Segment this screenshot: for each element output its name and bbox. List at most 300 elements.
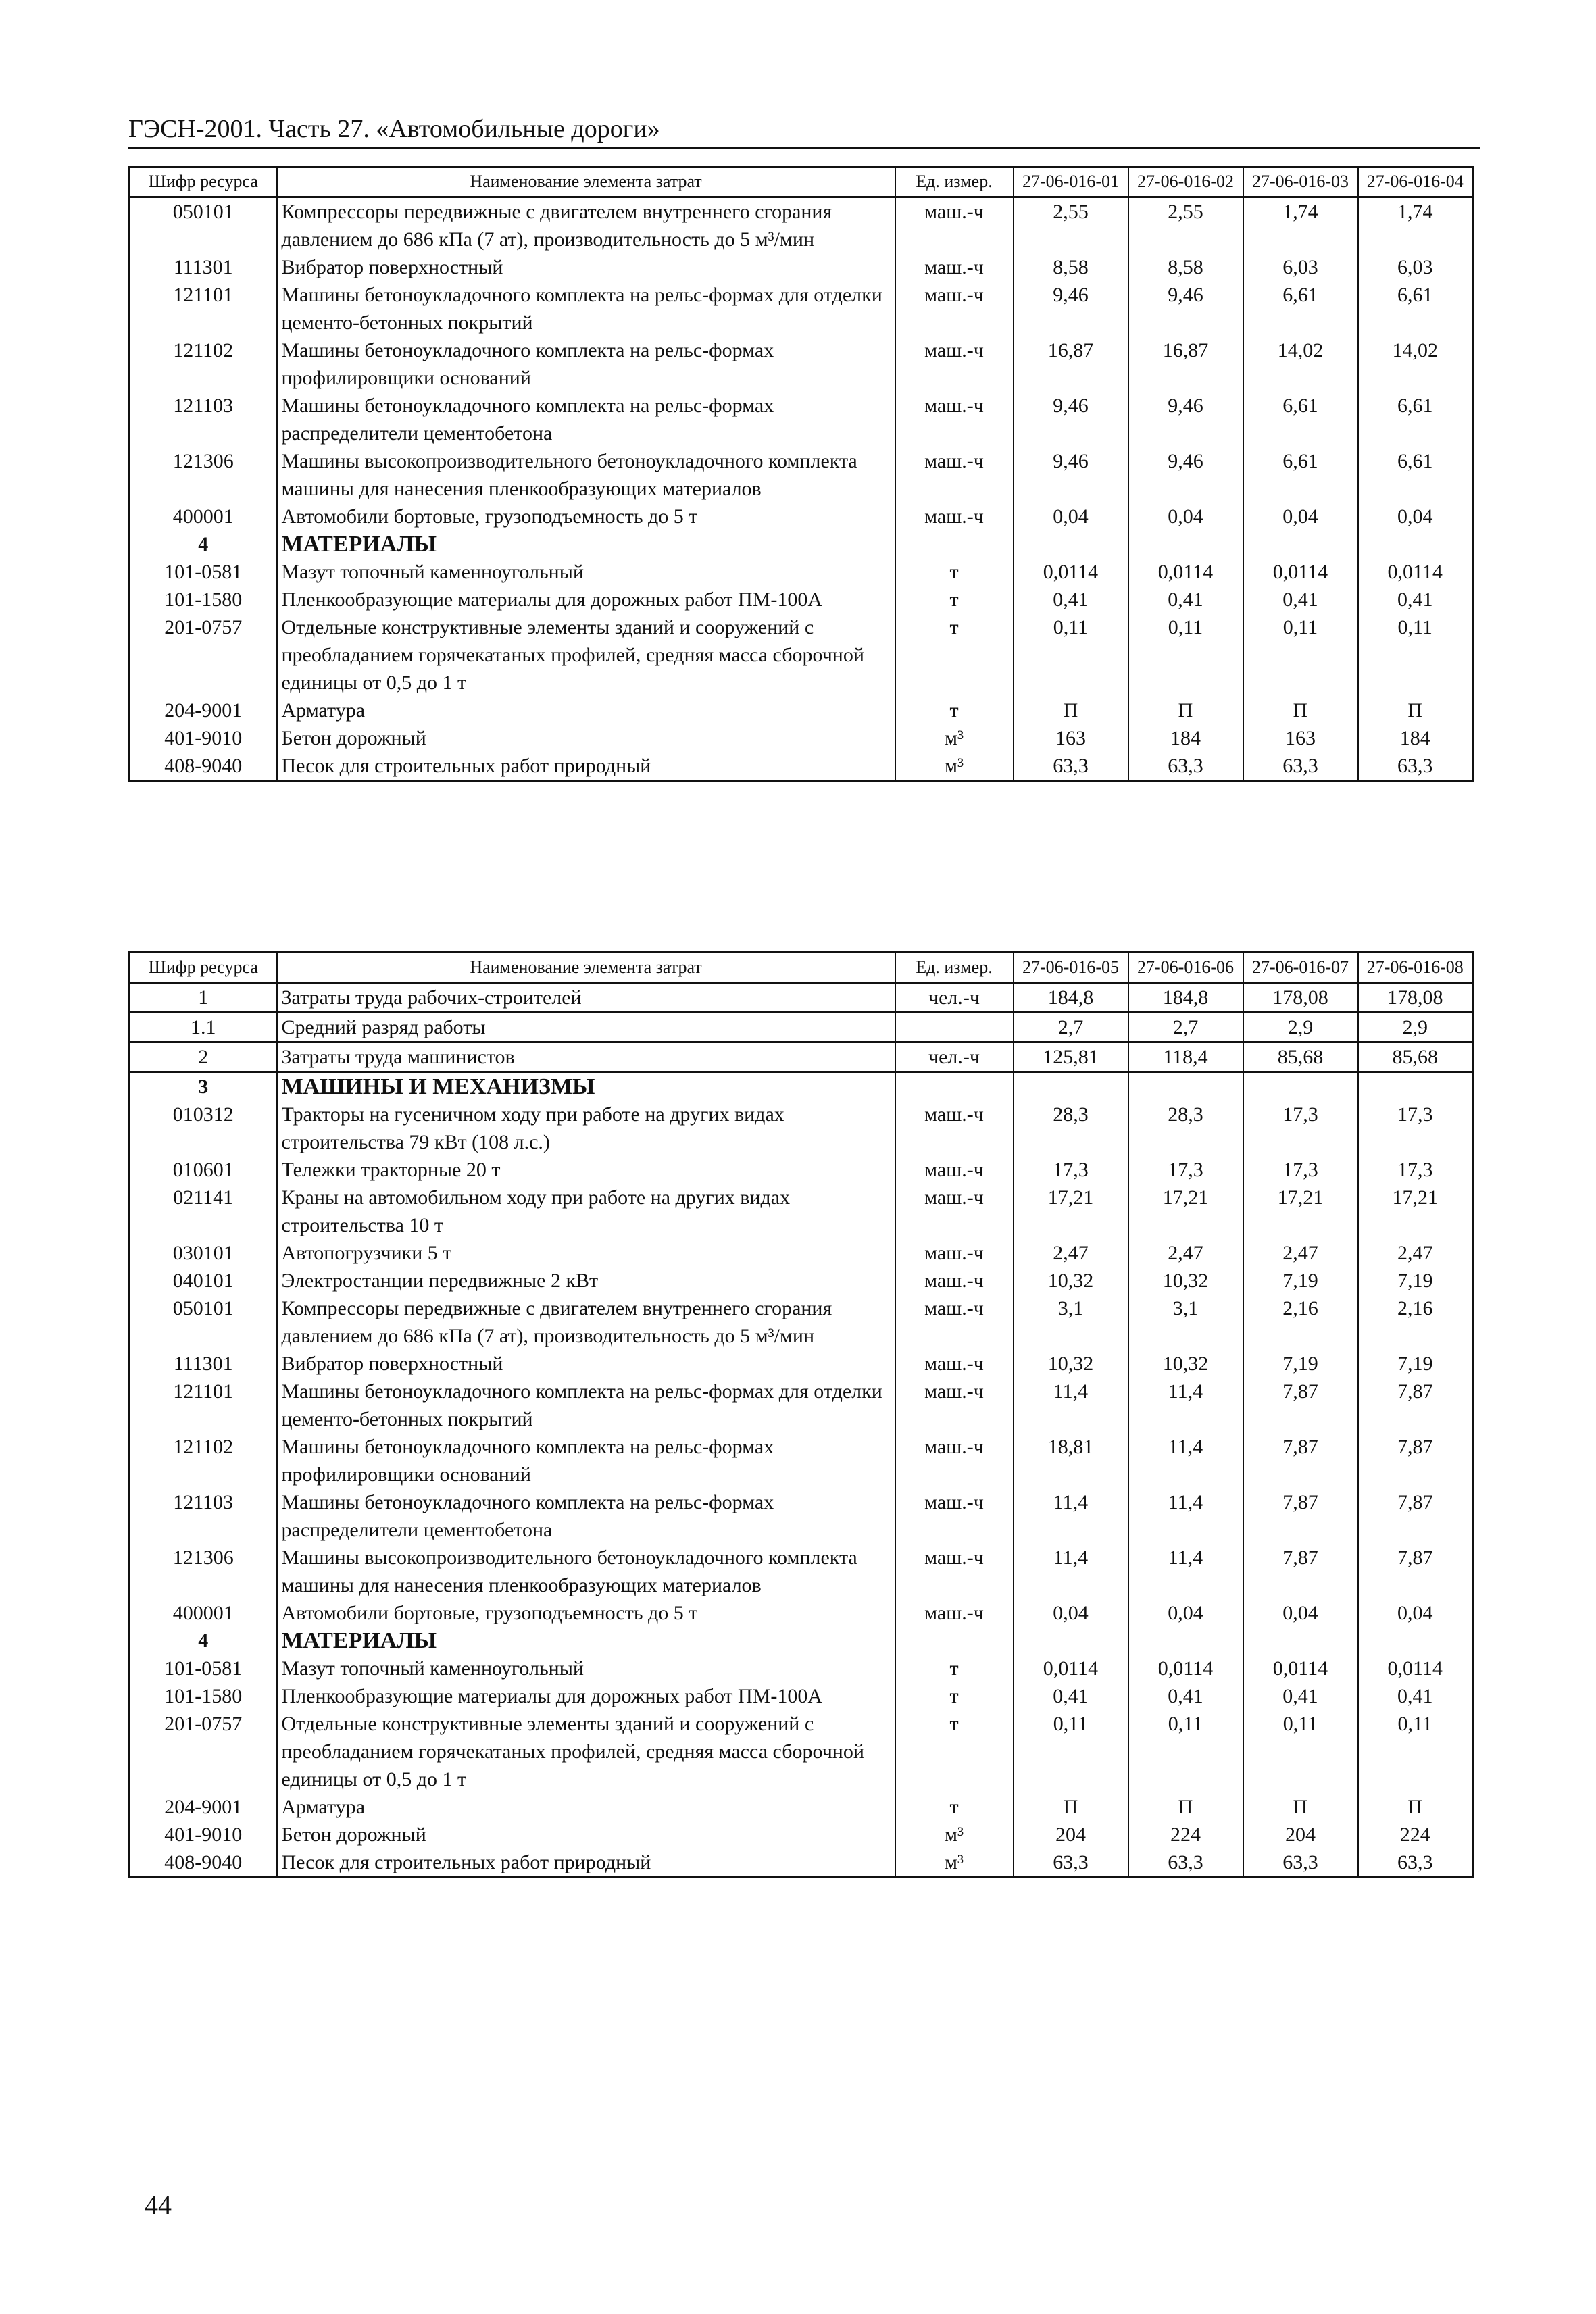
section-row: [130, 530, 1473, 558]
resource-code: 408-9040: [130, 1848, 277, 1878]
cost-element-name: Автомобили бортовые, грузоподъемность до 5 т: [277, 1599, 895, 1627]
table-row: [130, 281, 1473, 336]
cost-element-name: Затраты труда рабочих-строителей: [277, 983, 895, 1013]
cost-element-name: Машины бетоноукладочного комплекта на рельс-формах профилировщики оснований: [277, 336, 895, 392]
norm-value-1: 204: [1014, 1821, 1128, 1848]
norm-value-1: 9,46: [1014, 281, 1128, 336]
resource-code: 204-9001: [130, 697, 277, 724]
unit-of-measure: маш.-ч: [895, 1184, 1014, 1239]
norm-value-1: 184,8: [1014, 983, 1128, 1013]
norm-value-2: 10,32: [1128, 1350, 1243, 1378]
unit-of-measure: маш.-ч: [895, 253, 1014, 281]
norm-value-3: 1,74: [1243, 197, 1358, 254]
resource-code: 010312: [130, 1101, 277, 1156]
norm-value-1: 2,47: [1014, 1239, 1128, 1267]
cost-element-name: Тележки тракторные 20 т: [277, 1156, 895, 1184]
cost-element-name: МАТЕРИАЛЫ: [277, 530, 895, 558]
header-code: Шифр ресурса: [130, 167, 277, 197]
norm-value-2: 17,3: [1128, 1156, 1243, 1184]
norm-value-2: 9,46: [1128, 281, 1243, 336]
cost-element-name: Пленкообразующие материалы для дорожных работ ПМ-100А: [277, 1682, 895, 1710]
norm-value-4: 7,87: [1358, 1488, 1473, 1544]
norm-value-3: 163: [1243, 724, 1358, 752]
table-row: [130, 1184, 1473, 1239]
norm-value-4: 7,19: [1358, 1350, 1473, 1378]
norm-value-3: 0,41: [1243, 586, 1358, 613]
norm-value-4: 0,41: [1358, 1682, 1473, 1710]
norm-value-1: 16,87: [1014, 336, 1128, 392]
table-row: [130, 447, 1473, 503]
unit-of-measure: м³: [895, 1848, 1014, 1878]
header-col-3: 27-06-016-07: [1243, 953, 1358, 983]
norm-value-4: 14,02: [1358, 336, 1473, 392]
norm-value-2: П: [1128, 1793, 1243, 1821]
table-header-row: [130, 953, 1473, 983]
unit-of-measure: м³: [895, 724, 1014, 752]
resource-code: 400001: [130, 1599, 277, 1627]
norm-value-3: 17,21: [1243, 1184, 1358, 1239]
norm-value-2: 118,4: [1128, 1042, 1243, 1072]
table-row: [130, 1013, 1473, 1042]
norm-value-3: П: [1243, 697, 1358, 724]
cost-element-name: Компрессоры передвижные с двигателем внутреннего сгорания давлением до 686 кПа (7 ат), производительность до 5 м³/мин: [277, 1294, 895, 1350]
norm-value-1: 2,55: [1014, 197, 1128, 254]
norm-value-4: 63,3: [1358, 1848, 1473, 1878]
norm-value-2: 11,4: [1128, 1433, 1243, 1488]
cost-element-name: Машины бетоноукладочного комплекта на рельс-формах для отделки цементо-бетонных покрытий: [277, 281, 895, 336]
unit-of-measure: т: [895, 1710, 1014, 1793]
table-row: [130, 1488, 1473, 1544]
norm-value-1: 11,4: [1014, 1488, 1128, 1544]
resource-code: 050101: [130, 1294, 277, 1350]
norm-value-3: П: [1243, 1793, 1358, 1821]
norm-value-1: 0,04: [1014, 503, 1128, 530]
unit-of-measure: т: [895, 586, 1014, 613]
resource-code: 121103: [130, 1488, 277, 1544]
norm-value-2: 0,0114: [1128, 558, 1243, 586]
resource-code: 1.1: [130, 1013, 277, 1042]
unit-of-measure: маш.-ч: [895, 1350, 1014, 1378]
resource-code: 201-0757: [130, 613, 277, 697]
section-row: [130, 1627, 1473, 1655]
header-col-1: 27-06-016-05: [1014, 953, 1128, 983]
norm-value-2: 17,21: [1128, 1184, 1243, 1239]
table-row: [130, 1710, 1473, 1793]
resource-code: 121103: [130, 392, 277, 447]
norm-value-4: 0,41: [1358, 586, 1473, 613]
cost-element-name: Средний разряд работы: [277, 1013, 895, 1042]
page-number: 44: [145, 2190, 172, 2220]
section-row: [130, 1072, 1473, 1101]
norm-value-3: 14,02: [1243, 336, 1358, 392]
resource-code: 121101: [130, 281, 277, 336]
norm-value-4: 0,11: [1358, 1710, 1473, 1793]
norm-value-2: 11,4: [1128, 1378, 1243, 1433]
unit-of-measure: т: [895, 697, 1014, 724]
header-code: Шифр ресурса: [130, 953, 277, 983]
resource-code: 408-9040: [130, 752, 277, 781]
table-row: [130, 724, 1473, 752]
cost-element-name: Машины высокопроизводительного бетоноукладочного комплекта машины для нанесения пленкообразующих материалов: [277, 447, 895, 503]
unit-of-measure: [895, 1072, 1014, 1101]
norm-value-3: 0,11: [1243, 1710, 1358, 1793]
resource-code: 111301: [130, 1350, 277, 1378]
header-col-3: 27-06-016-03: [1243, 167, 1358, 197]
norm-value-2: 184,8: [1128, 983, 1243, 1013]
table-row: [130, 1156, 1473, 1184]
norm-value-3: [1243, 1072, 1358, 1101]
table-row: [130, 983, 1473, 1013]
norm-value-2: 0,41: [1128, 1682, 1243, 1710]
cost-element-name: Краны на автомобильном ходу при работе на других видах строительства 10 т: [277, 1184, 895, 1239]
table-row: [130, 1101, 1473, 1156]
norm-value-4: 0,0114: [1358, 1655, 1473, 1682]
norm-value-3: 7,87: [1243, 1378, 1358, 1433]
cost-element-name: Автомобили бортовые, грузоподъемность до 5 т: [277, 503, 895, 530]
cost-element-name: Машины бетоноукладочного комплекта на рельс-формах распределители цементобетона: [277, 392, 895, 447]
resource-code: 111301: [130, 253, 277, 281]
norm-value-3: 2,47: [1243, 1239, 1358, 1267]
table-row: [130, 1655, 1473, 1682]
table-header-row: [130, 167, 1473, 197]
norm-value-3: 7,87: [1243, 1488, 1358, 1544]
cost-element-name: Отдельные конструктивные элементы зданий и сооружений с преобладанием горячекатаных профилей, средняя масса сборочной единицы от 0,5 до 1 т: [277, 1710, 895, 1793]
cost-element-name: Вибратор поверхностный: [277, 253, 895, 281]
cost-element-name: Арматура: [277, 1793, 895, 1821]
cost-element-name: Мазут топочный каменноугольный: [277, 1655, 895, 1682]
unit-of-measure: маш.-ч: [895, 281, 1014, 336]
norm-value-4: 7,87: [1358, 1378, 1473, 1433]
cost-element-name: Тракторы на гусеничном ходу при работе на других видах строительства 79 кВт (108 л.с.): [277, 1101, 895, 1156]
cost-element-name: Затраты труда машинистов: [277, 1042, 895, 1072]
norm-value-3: 17,3: [1243, 1101, 1358, 1156]
norm-value-4: 2,47: [1358, 1239, 1473, 1267]
norm-value-3: 6,61: [1243, 281, 1358, 336]
norm-value-3: 0,0114: [1243, 1655, 1358, 1682]
norm-value-1: 18,81: [1014, 1433, 1128, 1488]
unit-of-measure: т: [895, 1793, 1014, 1821]
norm-value-3: 63,3: [1243, 1848, 1358, 1878]
norm-value-2: 184: [1128, 724, 1243, 752]
page-header: ГЭСН-2001. Часть 27. «Автомобильные дороги»: [128, 114, 1480, 149]
resource-code: 040101: [130, 1267, 277, 1294]
norm-value-3: [1243, 530, 1358, 558]
norm-value-3: 85,68: [1243, 1042, 1358, 1072]
table-row: [130, 1848, 1473, 1878]
resource-code: 101-0581: [130, 1655, 277, 1682]
norm-value-2: 3,1: [1128, 1294, 1243, 1350]
resource-code: 010601: [130, 1156, 277, 1184]
cost-element-name: МАШИНЫ И МЕХАНИЗМЫ: [277, 1072, 895, 1101]
norm-value-4: 0,04: [1358, 1599, 1473, 1627]
norm-value-3: 7,87: [1243, 1544, 1358, 1599]
unit-of-measure: т: [895, 558, 1014, 586]
norm-value-2: 63,3: [1128, 1848, 1243, 1878]
unit-of-measure: маш.-ч: [895, 1433, 1014, 1488]
norm-value-4: 0,04: [1358, 503, 1473, 530]
norm-value-4: 6,61: [1358, 392, 1473, 447]
table-row: [130, 503, 1473, 530]
table-row: [130, 1378, 1473, 1433]
table-row: [130, 1433, 1473, 1488]
unit-of-measure: маш.-ч: [895, 1294, 1014, 1350]
norm-value-1: 2,7: [1014, 1013, 1128, 1042]
norm-value-2: 0,0114: [1128, 1655, 1243, 1682]
norm-value-1: 0,04: [1014, 1599, 1128, 1627]
unit-of-measure: маш.-ч: [895, 1378, 1014, 1433]
norm-value-1: 17,3: [1014, 1156, 1128, 1184]
norm-value-4: 6,03: [1358, 253, 1473, 281]
norm-value-1: 3,1: [1014, 1294, 1128, 1350]
norm-value-4: 1,74: [1358, 197, 1473, 254]
norm-value-4: 17,3: [1358, 1101, 1473, 1156]
norm-value-1: 8,58: [1014, 253, 1128, 281]
norm-value-1: [1014, 1072, 1128, 1101]
norm-value-3: 0,04: [1243, 503, 1358, 530]
resource-code: 204-9001: [130, 1793, 277, 1821]
unit-of-measure: [895, 530, 1014, 558]
unit-of-measure: маш.-ч: [895, 1488, 1014, 1544]
norm-value-2: 2,47: [1128, 1239, 1243, 1267]
table-row: [130, 1350, 1473, 1378]
table-row: [130, 558, 1473, 586]
cost-element-name: Машины бетоноукладочного комплекта на рельс-формах профилировщики оснований: [277, 1433, 895, 1488]
cost-element-name: Бетон дорожный: [277, 1821, 895, 1848]
cost-element-name: Электростанции передвижные 2 кВт: [277, 1267, 895, 1294]
header-name: Наименование элемента затрат: [277, 167, 895, 197]
norm-value-3: [1243, 1627, 1358, 1655]
table-row: [130, 197, 1473, 254]
norm-value-4: 6,61: [1358, 281, 1473, 336]
table-row: [130, 1267, 1473, 1294]
norm-value-2: 0,41: [1128, 586, 1243, 613]
norm-value-1: 63,3: [1014, 1848, 1128, 1878]
norm-value-1: 28,3: [1014, 1101, 1128, 1156]
header-col-2: 27-06-016-06: [1128, 953, 1243, 983]
norm-value-4: 17,21: [1358, 1184, 1473, 1239]
norm-value-3: 6,61: [1243, 392, 1358, 447]
table-row: [130, 392, 1473, 447]
norm-value-1: 0,0114: [1014, 1655, 1128, 1682]
norm-value-4: 184: [1358, 724, 1473, 752]
cost-element-name: Песок для строительных работ природный: [277, 1848, 895, 1878]
norm-value-1: 0,41: [1014, 586, 1128, 613]
table-row: [130, 1821, 1473, 1848]
table-row: [130, 752, 1473, 781]
unit-of-measure: т: [895, 613, 1014, 697]
cost-element-name: Вибратор поверхностный: [277, 1350, 895, 1378]
norm-value-4: 7,87: [1358, 1544, 1473, 1599]
table-row: [130, 253, 1473, 281]
norm-value-2: 0,11: [1128, 1710, 1243, 1793]
norm-value-2: 224: [1128, 1821, 1243, 1848]
norm-value-4: 0,11: [1358, 613, 1473, 697]
norm-value-4: 2,16: [1358, 1294, 1473, 1350]
resource-table-2: [128, 951, 1474, 1878]
norm-value-2: 0,11: [1128, 613, 1243, 697]
norm-value-2: 11,4: [1128, 1544, 1243, 1599]
unit-of-measure: маш.-ч: [895, 1156, 1014, 1184]
table-row: [130, 697, 1473, 724]
resource-code: 401-9010: [130, 1821, 277, 1848]
norm-value-1: 11,4: [1014, 1544, 1128, 1599]
norm-value-2: 2,55: [1128, 197, 1243, 254]
cost-element-name: Машины высокопроизводительного бетоноукладочного комплекта машины для нанесения пленкообразующих материалов: [277, 1544, 895, 1599]
unit-of-measure: маш.-ч: [895, 1239, 1014, 1267]
norm-value-2: 9,46: [1128, 447, 1243, 503]
norm-value-1: 163: [1014, 724, 1128, 752]
table-row: [130, 1042, 1473, 1072]
norm-value-2: 0,04: [1128, 503, 1243, 530]
unit-of-measure: маш.-ч: [895, 197, 1014, 254]
unit-of-measure: маш.-ч: [895, 1599, 1014, 1627]
norm-value-2: 11,4: [1128, 1488, 1243, 1544]
cost-element-name: Пленкообразующие материалы для дорожных работ ПМ-100А: [277, 586, 895, 613]
header-col-4: 27-06-016-08: [1358, 953, 1473, 983]
header-name: Наименование элемента затрат: [277, 953, 895, 983]
header-col-4: 27-06-016-04: [1358, 167, 1473, 197]
header-unit: Ед. измер.: [895, 953, 1014, 983]
unit-of-measure: маш.-ч: [895, 1267, 1014, 1294]
norm-value-3: 0,0114: [1243, 558, 1358, 586]
cost-element-name: Арматура: [277, 697, 895, 724]
resource-code: 121306: [130, 1544, 277, 1599]
norm-value-2: 28,3: [1128, 1101, 1243, 1156]
norm-value-1: 17,21: [1014, 1184, 1128, 1239]
norm-value-2: 63,3: [1128, 752, 1243, 781]
norm-value-1: [1014, 1627, 1128, 1655]
norm-value-4: 7,19: [1358, 1267, 1473, 1294]
table-row: [130, 586, 1473, 613]
resource-code: 4: [130, 530, 277, 558]
norm-value-1: П: [1014, 697, 1128, 724]
norm-value-1: 0,41: [1014, 1682, 1128, 1710]
resource-code: 121102: [130, 336, 277, 392]
table-row: [130, 613, 1473, 697]
norm-value-3: 63,3: [1243, 752, 1358, 781]
norm-value-4: [1358, 530, 1473, 558]
unit-of-measure: маш.-ч: [895, 503, 1014, 530]
norm-value-4: 178,08: [1358, 983, 1473, 1013]
norm-value-1: [1014, 530, 1128, 558]
norm-value-1: 0,11: [1014, 1710, 1128, 1793]
norm-value-4: 85,68: [1358, 1042, 1473, 1072]
norm-value-3: 7,19: [1243, 1267, 1358, 1294]
cost-element-name: Компрессоры передвижные с двигателем внутреннего сгорания давлением до 686 кПа (7 ат), производительность до 5 м³/мин: [277, 197, 895, 254]
norm-value-4: 2,9: [1358, 1013, 1473, 1042]
norm-value-3: 0,41: [1243, 1682, 1358, 1710]
norm-value-2: 8,58: [1128, 253, 1243, 281]
unit-of-measure: м³: [895, 1821, 1014, 1848]
unit-of-measure: маш.-ч: [895, 1544, 1014, 1599]
cost-element-name: Песок для строительных работ природный: [277, 752, 895, 781]
norm-value-2: 0,04: [1128, 1599, 1243, 1627]
norm-value-2: [1128, 1072, 1243, 1101]
cost-element-name: Отдельные конструктивные элементы зданий и сооружений с преобладанием горячекатаных профилей, средняя масса сборочной единицы от 0,5 до 1 т: [277, 613, 895, 697]
norm-value-3: 17,3: [1243, 1156, 1358, 1184]
cost-element-name: Автопогрузчики 5 т: [277, 1239, 895, 1267]
norm-value-2: П: [1128, 697, 1243, 724]
resource-code: 401-9010: [130, 724, 277, 752]
norm-value-1: 9,46: [1014, 447, 1128, 503]
unit-of-measure: маш.-ч: [895, 336, 1014, 392]
unit-of-measure: чел.-ч: [895, 1042, 1014, 1072]
norm-value-3: 0,04: [1243, 1599, 1358, 1627]
table-row: [130, 1793, 1473, 1821]
norm-value-2: [1128, 530, 1243, 558]
norm-value-3: 7,19: [1243, 1350, 1358, 1378]
resource-code: 101-1580: [130, 1682, 277, 1710]
norm-value-3: 204: [1243, 1821, 1358, 1848]
resource-code: 121306: [130, 447, 277, 503]
unit-of-measure: [895, 1627, 1014, 1655]
resource-code: 021141: [130, 1184, 277, 1239]
norm-value-4: 0,0114: [1358, 558, 1473, 586]
norm-value-1: 10,32: [1014, 1267, 1128, 1294]
norm-value-1: 10,32: [1014, 1350, 1128, 1378]
resource-code: 2: [130, 1042, 277, 1072]
norm-value-1: 9,46: [1014, 392, 1128, 447]
norm-value-3: 2,9: [1243, 1013, 1358, 1042]
resource-code: 050101: [130, 197, 277, 254]
norm-value-3: 6,61: [1243, 447, 1358, 503]
norm-value-1: 11,4: [1014, 1378, 1128, 1433]
header-col-2: 27-06-016-02: [1128, 167, 1243, 197]
unit-of-measure: м³: [895, 752, 1014, 781]
unit-of-measure: т: [895, 1682, 1014, 1710]
cost-element-name: Мазут топочный каменноугольный: [277, 558, 895, 586]
resource-code: 121102: [130, 1433, 277, 1488]
unit-of-measure: маш.-ч: [895, 392, 1014, 447]
table-row: [130, 336, 1473, 392]
norm-value-3: 2,16: [1243, 1294, 1358, 1350]
norm-value-1: 0,0114: [1014, 558, 1128, 586]
table-row: [130, 1544, 1473, 1599]
cost-element-name: Машины бетоноукладочного комплекта на рельс-формах для отделки цементо-бетонных покрытий: [277, 1378, 895, 1433]
resource-code: 1: [130, 983, 277, 1013]
norm-value-4: П: [1358, 1793, 1473, 1821]
unit-of-measure: т: [895, 1655, 1014, 1682]
norm-value-3: 178,08: [1243, 983, 1358, 1013]
norm-value-4: 17,3: [1358, 1156, 1473, 1184]
table-row: [130, 1599, 1473, 1627]
header-unit: Ед. измер.: [895, 167, 1014, 197]
norm-value-2: 2,7: [1128, 1013, 1243, 1042]
resource-code: 4: [130, 1627, 277, 1655]
table-row: [130, 1294, 1473, 1350]
unit-of-measure: маш.-ч: [895, 1101, 1014, 1156]
resource-code: 400001: [130, 503, 277, 530]
unit-of-measure: [895, 1013, 1014, 1042]
resource-code: 030101: [130, 1239, 277, 1267]
norm-value-4: 7,87: [1358, 1433, 1473, 1488]
norm-value-4: 63,3: [1358, 752, 1473, 781]
cost-element-name: МАТЕРИАЛЫ: [277, 1627, 895, 1655]
norm-value-1: 0,11: [1014, 613, 1128, 697]
norm-value-4: П: [1358, 697, 1473, 724]
resource-table-1: [128, 166, 1474, 782]
table-row: [130, 1682, 1473, 1710]
header-col-1: 27-06-016-01: [1014, 167, 1128, 197]
norm-value-2: 9,46: [1128, 392, 1243, 447]
cost-element-name: Машины бетоноукладочного комплекта на рельс-формах распределители цементобетона: [277, 1488, 895, 1544]
norm-value-4: 6,61: [1358, 447, 1473, 503]
norm-value-3: 7,87: [1243, 1433, 1358, 1488]
norm-value-1: 125,81: [1014, 1042, 1128, 1072]
unit-of-measure: маш.-ч: [895, 447, 1014, 503]
resource-code: 3: [130, 1072, 277, 1101]
norm-value-4: [1358, 1072, 1473, 1101]
